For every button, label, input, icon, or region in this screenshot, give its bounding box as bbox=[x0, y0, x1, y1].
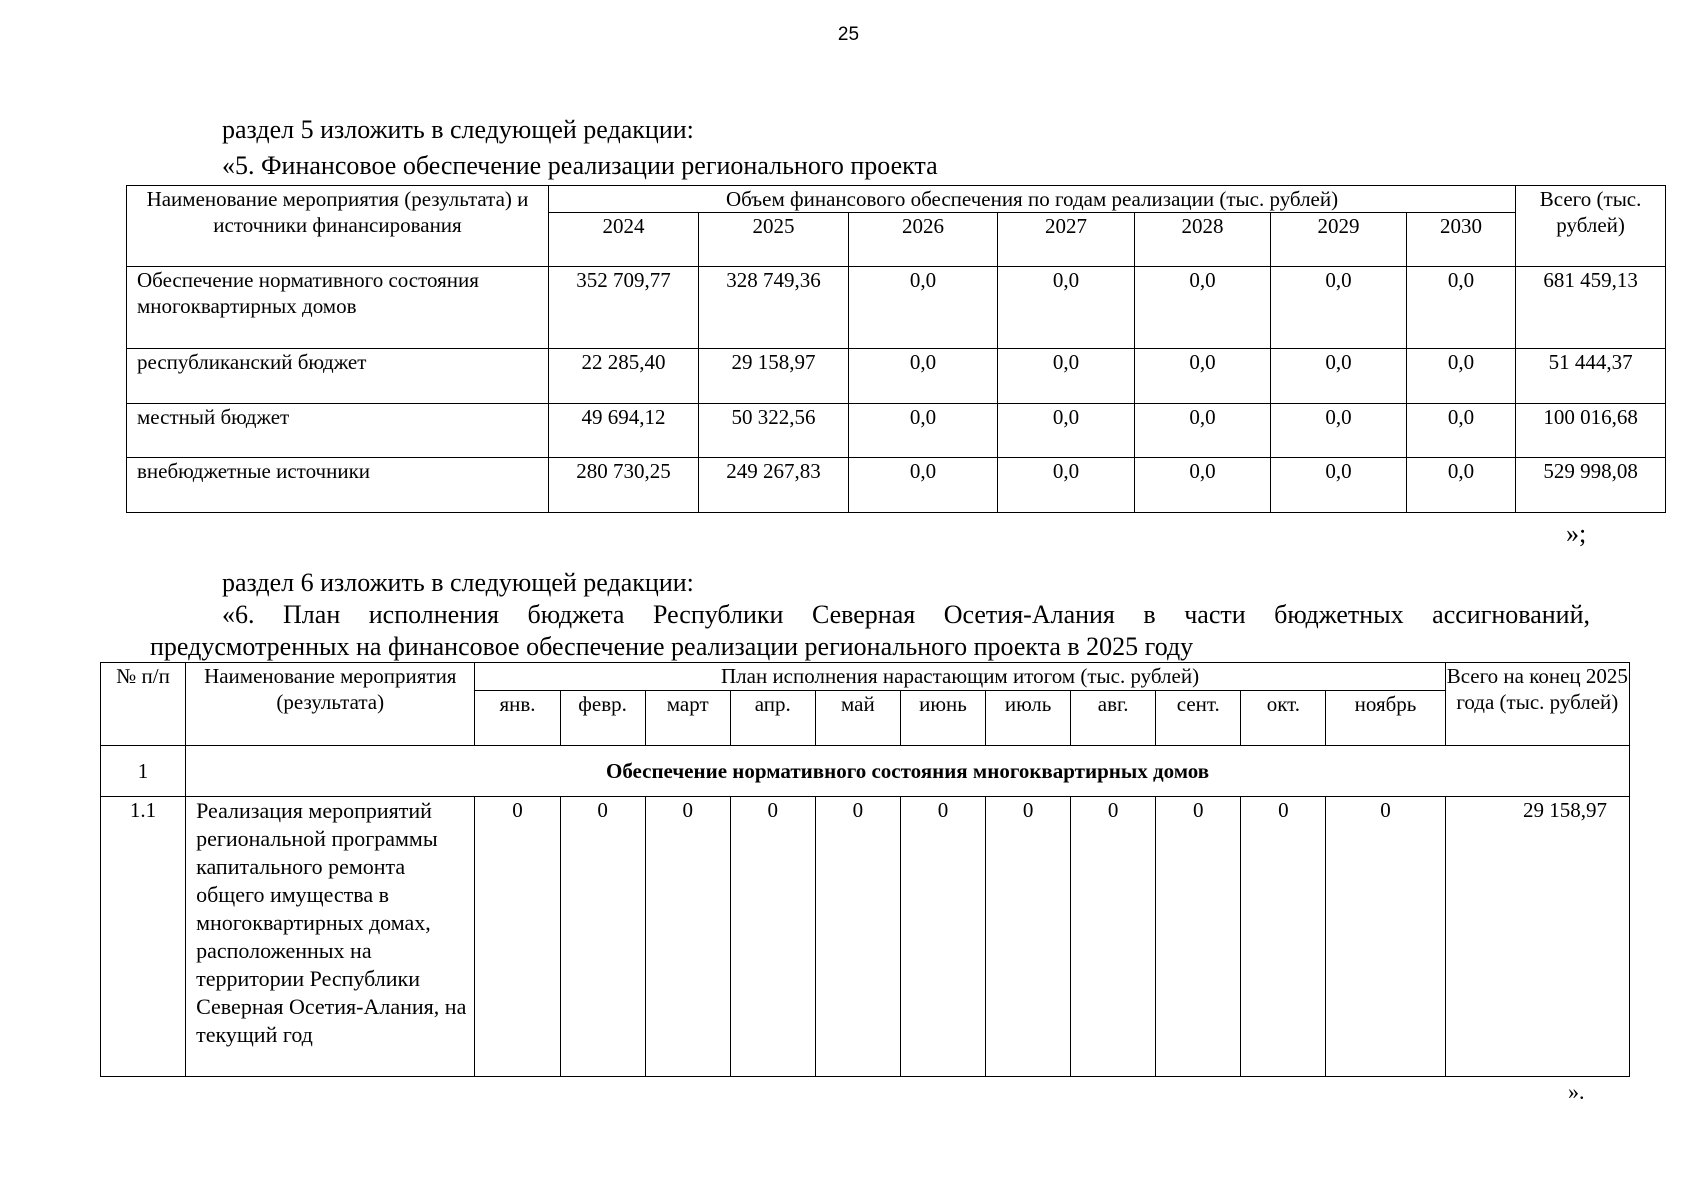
section5-intro: раздел 5 изложить в следующей редакции: bbox=[222, 115, 694, 144]
row-name: местный бюджет bbox=[127, 404, 549, 458]
col-header-total: Всего на конец 2025 года (тыс. рублей) bbox=[1445, 663, 1629, 746]
cell-value: 22 285,40 bbox=[549, 349, 699, 404]
row-name: внебюджетные источники bbox=[127, 458, 549, 513]
col-header-name: Наименование мероприятия (результата) и источники финансирования bbox=[127, 186, 549, 267]
col-header-name: Наименование мероприятия (результата) bbox=[186, 663, 475, 746]
cell-value: 0 bbox=[1156, 797, 1241, 1077]
cell-value: 0,0 bbox=[849, 349, 998, 404]
cell-total: 100 016,68 bbox=[1516, 404, 1666, 458]
cell-value: 0 bbox=[1241, 797, 1326, 1077]
cell-value: 0,0 bbox=[1135, 404, 1271, 458]
year-header: 2025 bbox=[699, 213, 849, 267]
year-header: 2024 bbox=[549, 213, 699, 267]
col-header-plan: План исполнения нарастающим итогом (тыс. рублей) bbox=[475, 663, 1445, 691]
cell-value: 0,0 bbox=[1135, 349, 1271, 404]
cell-value: 280 730,25 bbox=[549, 458, 699, 513]
row-name: Обеспечение нормативного состояния многоквартирных домов bbox=[127, 267, 549, 349]
cell-value: 0,0 bbox=[1135, 458, 1271, 513]
budget-plan-table bbox=[100, 662, 1630, 1077]
section5-title: «5. Финансовое обеспечение реализации регионального проекта bbox=[222, 151, 938, 180]
cell-value: 0 bbox=[475, 797, 560, 1077]
cell-value: 328 749,36 bbox=[699, 267, 849, 349]
cell-value: 0,0 bbox=[998, 349, 1135, 404]
cell-value: 0,0 bbox=[1407, 349, 1516, 404]
cell-value: 0,0 bbox=[1407, 267, 1516, 349]
cell-value: 0 bbox=[1326, 797, 1445, 1077]
item-name: Реализация мероприятий региональной программы капитального ремонта общего имущества в многоквартирных домах, расположенных на территории Республики Северная Осетия-Алания, на текущий год bbox=[186, 797, 475, 1077]
cell-value: 50 322,56 bbox=[699, 404, 849, 458]
page-number: 25 bbox=[837, 24, 860, 45]
section6-closing: ». bbox=[1568, 1079, 1585, 1104]
cell-value: 0 bbox=[1071, 797, 1156, 1077]
group-title: Обеспечение нормативного состояния многоквартирных домов bbox=[186, 746, 1630, 797]
cell-value: 0,0 bbox=[849, 404, 998, 458]
cell-value: 0,0 bbox=[1271, 349, 1407, 404]
col-header-volume: Объем финансового обеспечения по годам реализации (тыс. рублей) bbox=[549, 186, 1516, 213]
cell-value: 0,0 bbox=[1271, 404, 1407, 458]
cell-value: 0,0 bbox=[1407, 458, 1516, 513]
cell-value: 29 158,97 bbox=[699, 349, 849, 404]
cell-value: 0 bbox=[815, 797, 900, 1077]
cell-value: 0 bbox=[900, 797, 985, 1077]
cell-total: 51 444,37 bbox=[1516, 349, 1666, 404]
cell-value: 0,0 bbox=[849, 458, 998, 513]
cell-total: 529 998,08 bbox=[1516, 458, 1666, 513]
section6-title-line2: предусмотренных на финансовое обеспечение реализации регионального проекта в 2025 году bbox=[150, 632, 1194, 661]
month-header: авг. bbox=[1071, 691, 1156, 746]
year-header: 2026 bbox=[849, 213, 998, 267]
table-row bbox=[101, 797, 1630, 1077]
col-header-total: Всего (тыс. рублей) bbox=[1516, 186, 1666, 267]
year-header: 2030 bbox=[1407, 213, 1516, 267]
cell-value: 0 bbox=[560, 797, 645, 1077]
group-num: 1 bbox=[101, 746, 186, 797]
col-header-num: № п/п bbox=[101, 663, 186, 746]
month-header: февр. bbox=[560, 691, 645, 746]
cell-value: 0 bbox=[645, 797, 730, 1077]
section6-title-line1: «6. План исполнения бюджета Республики Северная Осетия-Алания в части бюджетных ассигнований, bbox=[222, 600, 1590, 629]
year-header: 2029 bbox=[1271, 213, 1407, 267]
group-row bbox=[101, 746, 1630, 797]
cell-value: 352 709,77 bbox=[549, 267, 699, 349]
cell-value: 0,0 bbox=[1135, 267, 1271, 349]
table-row bbox=[127, 458, 1666, 513]
cell-value: 0,0 bbox=[998, 458, 1135, 513]
cell-value: 0 bbox=[730, 797, 815, 1077]
month-header: май bbox=[815, 691, 900, 746]
cell-value: 0,0 bbox=[998, 404, 1135, 458]
month-header: июль bbox=[986, 691, 1071, 746]
cell-value: 0,0 bbox=[1271, 267, 1407, 349]
cell-value: 0,0 bbox=[998, 267, 1135, 349]
row-name: республиканский бюджет bbox=[127, 349, 549, 404]
section5-closing: »; bbox=[1566, 519, 1587, 548]
cell-value: 249 267,83 bbox=[699, 458, 849, 513]
financing-table bbox=[126, 185, 1666, 513]
month-header: март bbox=[645, 691, 730, 746]
cell-value: 0,0 bbox=[1271, 458, 1407, 513]
table-row bbox=[127, 267, 1666, 349]
month-header: апр. bbox=[730, 691, 815, 746]
section6-intro: раздел 6 изложить в следующей редакции: bbox=[222, 568, 694, 597]
item-num: 1.1 bbox=[101, 797, 186, 1077]
cell-value: 0,0 bbox=[849, 267, 998, 349]
month-header: сент. bbox=[1156, 691, 1241, 746]
year-header: 2027 bbox=[998, 213, 1135, 267]
year-header: 2028 bbox=[1135, 213, 1271, 267]
month-header: окт. bbox=[1241, 691, 1326, 746]
cell-value: 0,0 bbox=[1407, 404, 1516, 458]
cell-value: 49 694,12 bbox=[549, 404, 699, 458]
month-header: ноябрь bbox=[1326, 691, 1445, 746]
table-row bbox=[127, 404, 1666, 458]
cell-total: 29 158,97 bbox=[1445, 797, 1629, 1077]
cell-total: 681 459,13 bbox=[1516, 267, 1666, 349]
month-header: июнь bbox=[900, 691, 985, 746]
table-row bbox=[127, 349, 1666, 404]
month-header: янв. bbox=[475, 691, 560, 746]
cell-value: 0 bbox=[986, 797, 1071, 1077]
